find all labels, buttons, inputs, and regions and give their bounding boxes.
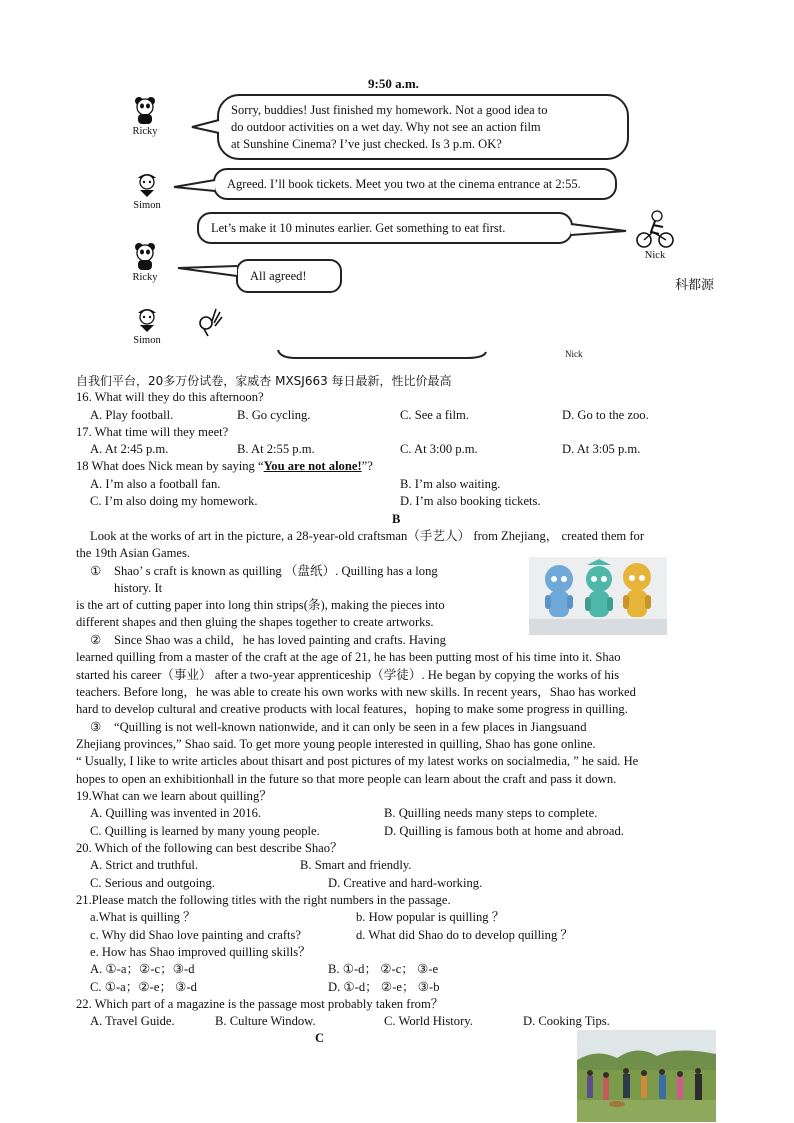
match-title: e. How has Shao improved quilling skills？ xyxy=(90,945,311,959)
chat-bubble xyxy=(236,259,342,293)
cropped-bubble-edge xyxy=(276,348,488,362)
bubble-line: Let’s make it 10 minutes earlier. Get something to eat first. xyxy=(211,221,506,235)
bubble-tail xyxy=(176,264,238,280)
match-title: d. What did Shao do to develop quilling ？ xyxy=(356,928,573,942)
question-stem: 21.Please match the following titles with the right numbers in the passage. xyxy=(76,893,451,907)
passage-line: Zhejiang provinces,” Shao said. To get more young people interested in quilling, Shao has gone online. xyxy=(76,737,596,751)
passage-line: history. It xyxy=(114,581,163,595)
bubble-line: Sorry, buddies! Just finished my homework. Not a good idea to xyxy=(231,103,548,117)
section-heading: B xyxy=(392,512,401,526)
option: A. Travel Guide. xyxy=(90,1014,175,1028)
passage-line: teachers. Before long，he was able to create his own works with new skills. In recent years，Shao has worked xyxy=(76,685,636,699)
passage-line: different shapes and then gluing the shapes together to create artworks. xyxy=(76,615,434,629)
park-photo xyxy=(577,1030,716,1122)
bubble-line: Agreed. I’ll book tickets. Meet you two at the cinema entrance at 2:55. xyxy=(227,177,581,191)
question-stem: 16. What will they do this afternoon? xyxy=(76,390,264,404)
passage-line: is the art of cutting paper into long thin strips(条), making the pieces into xyxy=(76,598,445,612)
side-watermark: 科都源 xyxy=(675,278,715,293)
option: B. ①-d； ②-c； ③-e xyxy=(328,962,439,976)
passage-line: Shao’ s craft is known as quilling （盘纸）. Quilling has a long xyxy=(114,564,438,578)
speaker-nick xyxy=(632,210,678,261)
chat-time: 9:50 a.m. xyxy=(368,76,419,91)
section-heading: C xyxy=(315,1031,325,1045)
question-stem: 20. Which of the following can best describe Shao？ xyxy=(76,841,343,855)
speaker-name: Simon xyxy=(133,335,161,346)
option: B. Smart and friendly. xyxy=(300,858,412,872)
question-stem: 22. Which part of a magazine is the passage most probably taken from？ xyxy=(76,997,444,1011)
stem-text: 18 What does Nick mean by saying “ xyxy=(76,459,264,473)
option: D. Quilling is famous both at home and abroad. xyxy=(384,824,624,838)
option: A. Strict and truthful. xyxy=(90,858,199,872)
yellow-mascot xyxy=(623,563,651,617)
passage-line: learned quilling from a master of the craft at the age of 21, he has been putting most of his time into it. Shao xyxy=(76,650,621,664)
passage-line: started his career（事业） after a two-year apprenticeship（学徒）. He began by copying the works of his xyxy=(76,668,620,682)
option: B. Quilling needs many steps to complete. xyxy=(384,806,598,820)
teal-mascot xyxy=(585,559,613,617)
option: A. Play football. xyxy=(90,408,174,422)
cyclist-icon xyxy=(635,210,675,250)
option: C. I’m also doing my homework. xyxy=(90,494,258,508)
quoted-phrase: You are not alone! xyxy=(263,459,362,473)
option: B. At 2:55 p.m. xyxy=(237,442,315,456)
passage-line: the 19th Asian Games. xyxy=(76,546,191,560)
question-stem: 17. What time will they meet? xyxy=(76,425,229,439)
match-title: b. How popular is quilling ？ xyxy=(356,910,505,924)
option: D. At 3:05 p.m. xyxy=(562,442,641,456)
speaker-simon xyxy=(126,305,168,346)
bubble-line: at Sunshine Cinema? I’ve just checked. Is 3 p.m. OK? xyxy=(231,137,502,151)
boy-with-cap-icon xyxy=(134,170,160,200)
passage-line: Since Shao was a child，he has loved painting and crafts. Having xyxy=(114,633,446,647)
option: B. Culture Window. xyxy=(215,1014,316,1028)
chat-bubble xyxy=(213,168,617,200)
option: D. ①-d； ②-e； ③-b xyxy=(328,980,440,994)
passage-line: hard to develop cultural and creative products with local features，hoping to make some progress in quilling. xyxy=(76,702,628,716)
speaker-name: Simon xyxy=(133,200,161,211)
option: A. I’m also a football fan. xyxy=(90,477,221,491)
option: C. ①-a；②-e； ③-d xyxy=(90,980,197,994)
option: C. World History. xyxy=(384,1014,473,1028)
bubble-line: All agreed! xyxy=(250,269,307,283)
bubble-tail xyxy=(190,118,220,136)
passage-line: hopes to open an exhibitionhall in the future so that more people can learn about the craft and pass it down. xyxy=(76,772,617,786)
panda-icon xyxy=(132,96,158,126)
speaker-name: Nick xyxy=(644,250,666,261)
boy-with-cap-icon xyxy=(134,305,160,335)
option: D. Creative and hard-working. xyxy=(328,876,483,890)
match-title: c. Why did Shao love painting and crafts? xyxy=(90,928,302,942)
question-stem: 19.What can we learn about quilling？ xyxy=(76,789,272,803)
mascots-photo xyxy=(529,557,667,635)
option: A. ①-a；②-c；③-d xyxy=(90,962,195,976)
speaker-ricky xyxy=(124,96,166,137)
option: C. Serious and outgoing. xyxy=(90,876,215,890)
stem-text: ”? xyxy=(361,459,373,473)
blue-mascot xyxy=(545,565,573,617)
option: C. At 3:00 p.m. xyxy=(400,442,478,456)
paragraph-marker: ③ xyxy=(90,720,102,734)
chat-bubble xyxy=(197,212,573,244)
speaker-name: Ricky xyxy=(132,272,158,283)
passage-line: “ Usually, I like to write articles about thisart and post pictures of my latest works on socialmedia, ” he said. He xyxy=(76,754,639,768)
ok-hand-icon xyxy=(196,305,224,337)
passage-line: Look at the works of art in the picture, a 28-year-old craftsman（手艺人） from Zhejiang， created them for xyxy=(90,529,645,543)
speaker-simon xyxy=(126,170,168,211)
people-in-park-image xyxy=(577,1030,716,1122)
cropped-speaker-label: Nick xyxy=(565,349,583,359)
ad-line: 自我们平台，20多万份试卷，家威杏 MXSJ663 每日最新，性比价最高 xyxy=(76,374,452,388)
passage-line: “Quilling is not well-known nationwide, and it can only be seen in a few places in Jiangsuand xyxy=(114,720,587,734)
option: C. See a film. xyxy=(400,408,469,422)
option: D. I’m also booking tickets. xyxy=(400,494,541,508)
quilled-mascots-image xyxy=(529,557,667,635)
speaker-name: Ricky xyxy=(132,126,158,137)
match-title: a.What is quilling ？ xyxy=(90,910,196,924)
option: A. At 2:45 p.m. xyxy=(90,442,169,456)
option: D. Cooking Tips. xyxy=(523,1014,610,1028)
option: D. Go to the zoo. xyxy=(562,408,649,422)
option: A. Quilling was invented in 2016. xyxy=(90,806,262,820)
option: B. I’m also waiting. xyxy=(400,477,501,491)
bubble-tail xyxy=(172,178,216,194)
option: B. Go cycling. xyxy=(237,408,311,422)
option: C. Quilling is learned by many young people. xyxy=(90,824,320,838)
chat-bubble xyxy=(217,94,629,160)
bubble-tail xyxy=(570,222,628,238)
speaker-ricky xyxy=(124,242,166,283)
paragraph-marker: ① xyxy=(90,564,102,578)
question-stem xyxy=(76,458,718,476)
panda-icon xyxy=(132,242,158,272)
paragraph-marker: ② xyxy=(90,633,102,647)
bubble-line: do outdoor activities on a wet day. Why not see an action film xyxy=(231,120,541,134)
